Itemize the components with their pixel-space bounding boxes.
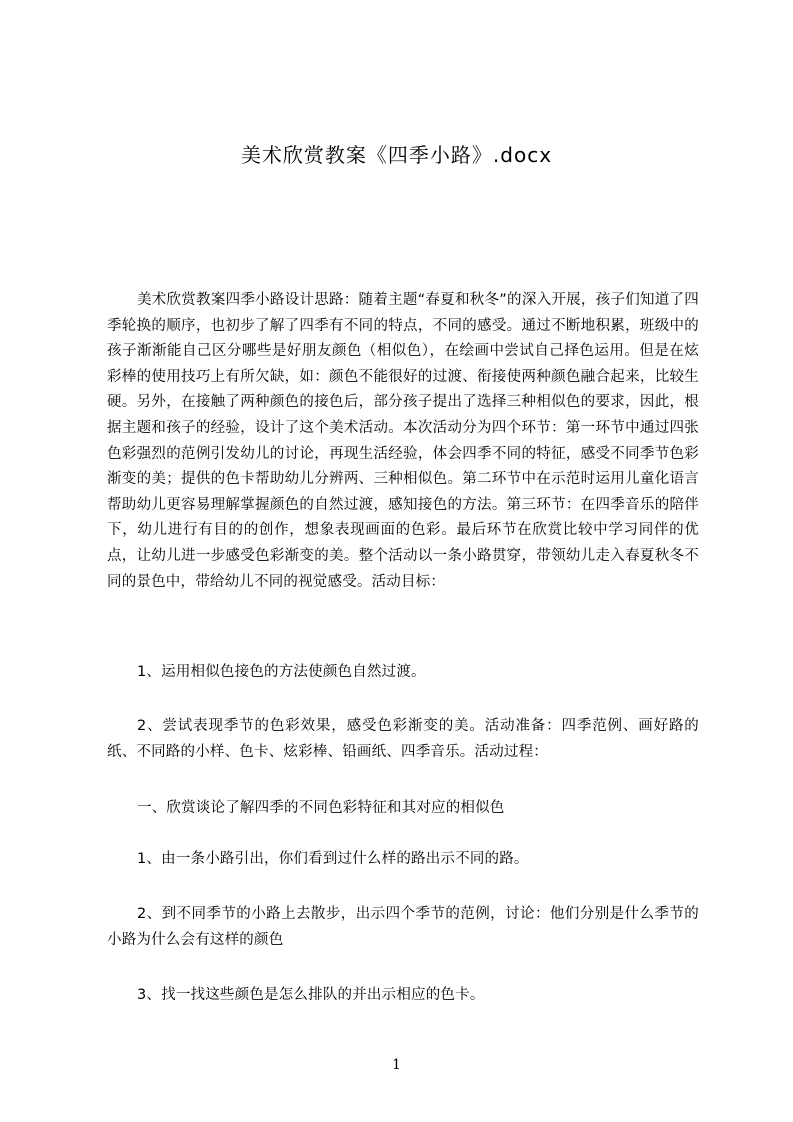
- page-number: 1: [392, 1057, 401, 1073]
- paragraph-goal-2-preparation: 2、尝试表现季节的色彩效果，感受色彩渐变的美。活动准备：四季范例、画好路的纸、不同路的小样、色卡、炫彩棒、铅画纸、四季音乐。活动过程：: [107, 718, 699, 760]
- document-title: 美术欣赏教案《四季小路》.docx: [240, 143, 553, 167]
- paragraph-design-idea: 美术欣赏教案四季小路设计思路：随着主题“春夏和秋冬”的深入开展，孩子们知道了四季轮换的顺序，也初步了解了四季有不同的特点，不同的感受。通过不断地积累，班级中的孩子渐渐能自己区分哪些是好朋友颜色（相似色），在绘画中尝试自己择色运用。但是在炫彩棒的使用技巧上有所欠缺，如：颜色不能很好的过渡、衔接使两种颜色融合起来，比较生硬。另外，在接触了两种颜色的接色后，部分孩子提出了选择三种相似色的要求，因此，根据主题和孩子的经验，设计了这个美术活动。本次活动分为四个环节：第一环节中通过四张色彩强烈的范例引发幼儿的讨论，再现生活经验，体会四季不同的特征，感受不同季节色彩渐变的美；提供的色卡帮助幼儿分辨两、三种相似色。第二环节中在示范时运用儿童化语言帮助幼儿更容易理解掌握颜色的自然过渡，感知接色的方法。第三环节：在四季音乐的陪伴下，幼儿进行有目的的创作，想象表现画面的色彩。最后环节在欣赏比较中学习同伴的优点，让幼儿进一步感受色彩渐变的美。整个活动以一条小路贯穿，带领幼儿走入春夏秋冬不同的景色中，带给幼儿不同的视觉感受。活动目标：: [107, 292, 699, 590]
- paragraph-section-heading: 一、欣赏谈论了解四季的不同色彩特征和其对应的相似色: [137, 800, 505, 816]
- paragraph-step-3: 3、找一找这些颜色是怎么排队的并出示相应的色卡。: [137, 987, 485, 1003]
- paragraph-goal-1: 1、运用相似色接色的方法使颜色自然过渡。: [137, 664, 426, 680]
- paragraph-step-1: 1、由一条小路引出，你们看到过什么样的路出示不同的路。: [137, 851, 529, 867]
- paragraph-step-2: 2、到不同季节的小路上去散步，出示四个季节的范例，讨论：他们分别是什么季节的小路为什么会有这样的颜色: [107, 906, 699, 948]
